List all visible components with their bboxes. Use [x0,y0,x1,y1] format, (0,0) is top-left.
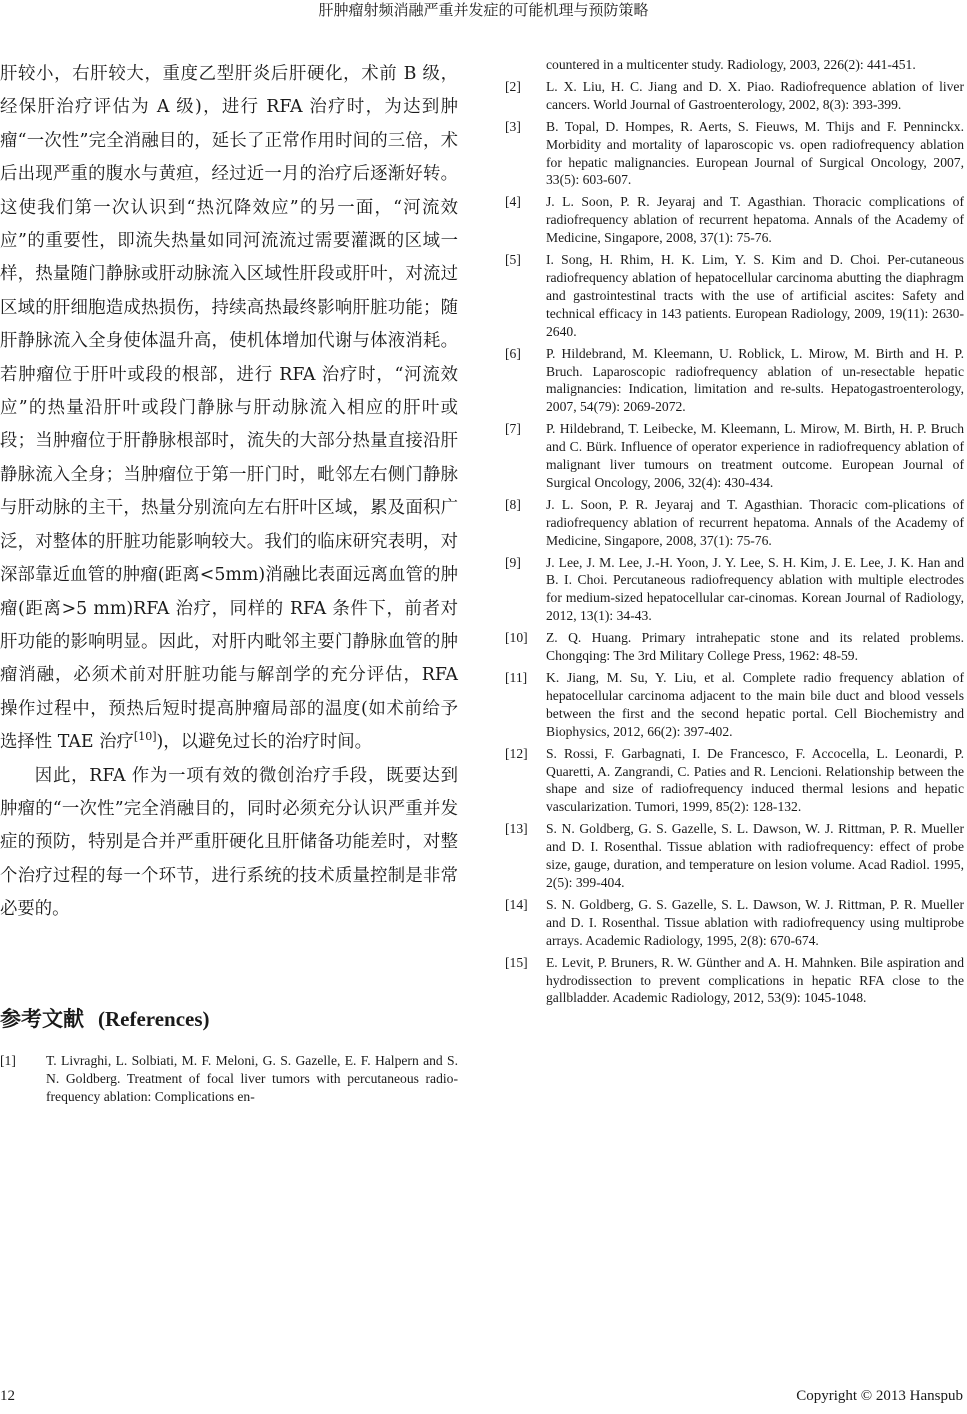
reference-text: J. Lee, J. M. Lee, J.-H. Yoon, J. Y. Lee, S. H. Kim, J. E. Lee, J. K. Han and B. I. Choi. Percutaneous radiofrequency ablation with multiple electrodes for medium-sized hepatocellular car-cinomas. Korean Journal of Radiology, 2012, 13(1): 34-43. [546,554,964,624]
reference-item [505,251,964,341]
reference-number: [1] [0,1053,16,1068]
reference-item [505,118,964,190]
reference-number: [10] [505,630,528,646]
references-heading [0,1005,210,1033]
reference-1-continuation: countered in a multicenter study. Radiology, 2003, 226(2): 441-451. [546,57,916,72]
reference-text: J. L. Soon, P. R. Jeyaraj and T. Agasthian. Thoracic com-plications of radiofrequency ablation of recurrent hepatoma. Annals of the Academy of Medicine, Singapore, 2008, 37(1): 75-76. [546,496,964,548]
references-heading-en: (References) [98,1007,210,1031]
body-paragraph-1 [0,58,458,760]
references-heading-cn: 参考文献 [0,1006,84,1031]
reference-number: [4] [505,194,521,210]
reference-item [505,78,964,114]
reference-item [505,629,964,665]
reference-text: P. Hildebrand, T. Leibecke, M. Kleemann, L. Mirow, M. Birth, H. P. Bruch and C. Bürk. Influence of operator experience in radiofrequency ablation of malignant liver tumours on treatment outcome. European Journal of Surgical Oncology, 2006, 32(4): 430-434. [546,421,964,490]
reference-item [0,1052,458,1106]
reference-number: [6] [505,345,521,361]
reference-number: [7] [505,421,521,437]
reference-item [505,554,964,626]
reference-text: Z. Q. Huang. Primary intrahepatic stone and its related problems. Chongqing: The 3rd Military College Press, 1962: 48-59. [546,630,964,664]
running-header: 肝肿瘤射频消融严重并发症的可能机理与预防策略 [318,1,649,19]
reference-number: [2] [505,78,521,94]
reference-item [505,745,964,817]
paragraph-1-end: )，以避免过长的治疗时间。 [156,732,372,753]
reference-text: L. X. Liu, H. C. Jiang and D. X. Piao. Radiofrequence ablation of liver cancers. World Journal of Gastroenterology, 2002, 8(3): 393-399. [546,78,964,112]
reference-item [505,820,964,892]
reference-number: [5] [505,252,521,268]
reference-number: [14] [505,896,528,912]
reference-text: B. Topal, D. Hompes, R. Aerts, S. Fieuws, M. Thijs and F. Penninckx. Morbidity and mortality of laparoscopic vs. open radiofrequency ablation for hepatic malignancies. European Journal of Surgical Oncology, 2007, 33(5): 603-607. [546,118,964,188]
reference-text: J. L. Soon, P. R. Jeyaraj and T. Agasthian. Thoracic complications of radiofrequency ablation of recurrent hepatoma. Annals of the Academy of Medicine, Singapore, 2008, 37(1): 75-76. [546,194,964,246]
reference-number: [3] [505,118,521,134]
reference-item [505,193,964,247]
reference-item [505,954,964,1008]
reference-item [505,420,964,492]
reference-text: K. Jiang, M. Su, Y. Liu, et al. Complete radio frequency ablation of hepatocellular carcinoma adjacent to the main bile duct and blood vessels between the first and the second hepatic portal. Cell Biochemistry and Biophysics, 2012, 66(2): 397-402. [546,670,964,739]
reference-text: E. Levit, P. Bruners, R. W. Günther and A. H. Mahnken. Bile aspiration and hydrodissection to prevent complications in hepatic RFA close to the gallbladder. Academic Radiology, 2012, 53(9): 1045-1048. [546,954,964,1006]
left-column [0,58,458,927]
reference-text: S. N. Goldberg, G. S. Gazelle, S. L. Dawson, W. J. Rittman, P. R. Mueller and D. I. Rosenthal. Tissue ablation with radiofrequency: effect of probe size, gauge, duration, and temperature on lesion volume. Acad Radiol. 1995, 2(5): 399-404. [546,821,964,890]
reference-text: S. Rossi, F. Garbagnati, I. De Francesco, F. Accocella, L. Leonardi, P. Quaretti, A. Zangrandi, C. Paties and R. Lencioni. Relationship between the shape and size of radiofrequency induced thermal lesions and hepatic vascularization. Tumori, 1999, 85(2): 128-132. [546,745,964,815]
reference-number: [8] [505,496,521,512]
body-paragraph-2: 因此，RFA 作为一项有效的微创治疗手段，既要达到肿瘤的“一次性”完全消融目的，同时必须充分认识严重并发症的预防，特别是合并严重肝硬化且肝储备功能差时，对整个治疗过程的每一个环节，进行系统的技术质量控制是非常必要的。 [0,765,458,920]
reference-number: [9] [505,554,521,570]
reference-number: [12] [505,745,528,761]
page-number: 12 [0,1388,15,1404]
reference-number: [11] [505,670,528,685]
reference-item [505,496,964,550]
reference-text: I. Song, H. Rhim, H. K. Lim, Y. S. Kim and D. Choi. Per-cutaneous radiofrequency ablation of hepatocellular carcinoma abutting the diaphragm and gastrointestinal tracts with the use of artificial ascites: Safety and technical efficacy in 143 patients. European Radiology, 2009, 19(11): 2630-2640. [546,252,964,339]
reference-text: P. Hildebrand, M. Kleemann, U. Roblick, L. Mirow, M. Birth and H. P. Bruch. Laparoscopic radiofrequency ablation of un-resectable hepatic malignancies: Indication, limitation and re-sults. Hepatogastroenterology, 2007, 54(79): 2069-2072. [546,345,964,415]
reference-item [505,669,964,741]
citation-10[interactable]: [10] [133,730,157,744]
reference-item [505,896,964,950]
reference-number: [15] [505,954,528,970]
reference-item [505,345,964,417]
reference-list-left [0,1052,458,1106]
paragraph-1-text: 肝较小，右肝较大，重度乙型肝炎后肝硬化，术前 B 级，经保肝治疗评估为 A 级)，进行 RFA 治疗时，为达到肿瘤“一次性”完全消融目的，延长了正常作用时间的三倍，术后出现严重的腹水与黄疸，经过近一月的治疗后逐渐好转。这使我们第一次认识到“热沉降效应”的另一面，“河流效应”的重要性，即流失热量如同河流流过需要灌溉的区域一样，热量随门静脉或肝动脉流入区域性肝段或肝叶，对流过区域的肝细胞造成热损伤，持续高热最终影响肝脏功能；随肝静脉流入全身使体温升高，使机体增加代谢与体液消耗。若肿瘤位于肝叶或段的根部，进行 RFA 治疗时，“河流效应”的热量沿肝叶或段门静脉与肝动脉流入相应的肝叶或段；当肿瘤位于肝静脉根部时，流失的大部分热量直接沿肝静脉流入全身；当肿瘤位于第一肝门时，毗邻左右侧门静脉与肝动脉的主干，热量分别流向左右肝叶区域，累及面积广泛，对整体的肝脏功能影响较大。我们的临床研究表明，对深部靠近血管的肿瘤(距离<5mm)消融比表面远离血管的肿瘤(距离>5 mm)RFA 治疗，同样的 RFA 条件下，前者对肝功能的影响明显。因此，对肝内毗邻主要门静脉血管的肿瘤消融，必须术前对肝脏功能与解剖学的充分评估，RFA 操作过程中，预热后短时提高肿瘤局部的温度(如术前给予选择性 TAE 治疗 [0,64,458,753]
reference-number: [13] [505,821,528,837]
reference-text: T. Livraghi, L. Solbiati, M. F. Meloni, G. S. Gazelle, E. F. Halpern and S. N. Goldberg. Treatment of focal liver tumors with percutaneous radio-frequency ablation: Complications en- [46,1053,458,1104]
reference-list-right [505,78,964,1007]
right-column [505,56,964,1011]
reference-text: S. N. Goldberg, G. S. Gazelle, S. L. Dawson, W. J. Rittman, P. R. Mueller and D. I. Rosenthal. Tissue ablation with radiofrequency using multiprobe arrays. Academic Radiology, 1995, 2(8): 670-674. [546,896,964,948]
copyright-notice: Copyright © 2013 Hanspub [796,1388,963,1404]
